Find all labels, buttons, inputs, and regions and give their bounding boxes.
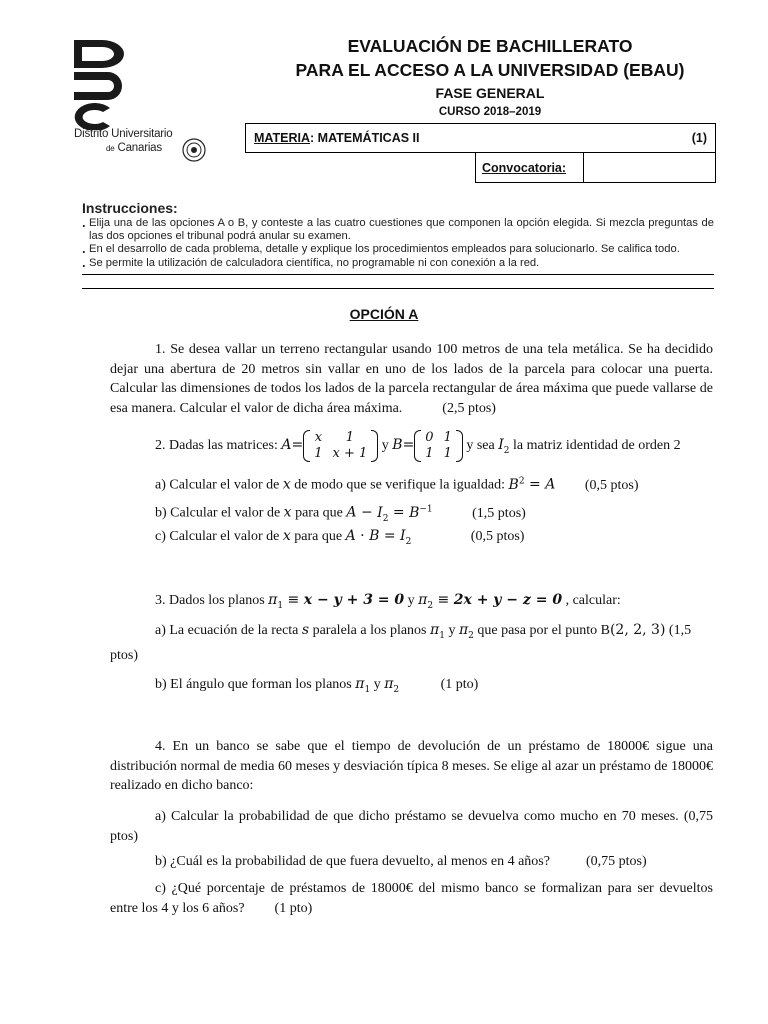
logo-seal-icon — [182, 138, 206, 162]
divider — [82, 274, 714, 275]
exam-course: CURSO 2018–2019 — [438, 106, 542, 118]
convocatoria-box — [475, 152, 716, 183]
problem-4a: a) Calcular la probabilidad de que dicho préstamo se devuelva como mucho en 70 meses. (0,75 ptos) — [110, 809, 713, 844]
problem-4: 4. En un banco se sabe que el tiempo de devolución de un préstamo de 18000€ sigue una distribución normal de media 60 meses y desviación típica 8 meses. Se elige al azar un préstamo de 18000€ realizado en dicho banco: — [110, 739, 713, 794]
problem-3a-points: (1,5 ptos) — [110, 623, 692, 664]
logo-line1: Distrito Universitario — [74, 128, 173, 140]
option-title: OPCIÓN A — [349, 306, 419, 322]
problem-2c: c) Calcular el valor de x para que $A \cdot B = I_2$ (0,5 ptos) — [155, 528, 525, 547]
instruction-item: . En el desarrollo de cada problema, detalle y explique los procedimientos empleados para solucionarlo. Se califica todo. — [82, 241, 680, 257]
logo-line2-prefix: de — [106, 144, 115, 153]
problem-4c: c) ¿Qué porcentaje de préstamos de 18000€ del mismo banco se formalizan para ser devueltos entre los 4 y los 6 años? (1 pto) — [110, 881, 713, 916]
problem-2c-points: (0,5 ptos) — [470, 529, 525, 544]
logo-line2 — [106, 142, 162, 154]
problem-1: 1. Se desea vallar un terreno rectangular usando 100 metros de una tela metálica. Se ha decidido dejar una abertura de 20 metros sin vallar en uno de los lados de la parcela para colocar una puerta. Calcular las dimensiones de todos los lados de la parcela rectangular de área máxima que puede vallarse de esa manera. Calcular el valor de dicha área máxima. (2,5 ptos) — [110, 342, 713, 416]
plane-1-equation: x − y + 3 = 0 — [303, 592, 405, 608]
exam-phase: FASE GENERAL — [435, 85, 545, 101]
problem-2b-points: (1,5 ptos) — [472, 505, 526, 521]
instruction-item: . Elija una de las opciones A o B, y conteste a las cuatro cuestiones que componen la opción elegida. Si mezcla preguntas de las dos opciones el tribunal podrá anular su examen. — [82, 215, 714, 243]
exam-subtitle: PARA EL ACCESO A LA UNIVERSIDAD (EBAU) — [295, 60, 685, 80]
materia-label: MATERIA: MATEMÁTICAS II — [254, 131, 420, 145]
materia-box — [245, 123, 716, 153]
duc-logo-mark — [72, 38, 128, 130]
exam-title: EVALUACIÓN DE BACHILLERATO — [347, 36, 633, 56]
problem-2: 2. Dadas las matrices: A= x 1 1 x + 1 y B= 0 1 1 1 y sea $I_2$ la matriz identidad de orden 2 — [155, 430, 681, 461]
logo-line2-text: Canarias — [117, 142, 162, 154]
problem-3b-points: (1 pto) — [440, 677, 479, 692]
problem-3a: a) La ecuación de la recta s paralela a los planos $\pi_1$ y $\pi_2$ que pasa por el punto B(2, 2, 3) (1,5 ptos) — [110, 622, 692, 664]
problem-4b: b) ¿Cuál es la probabilidad de que fuera devuelto, al menos en 4 años? (0,75 ptos) — [155, 854, 647, 869]
matrix-a: x 1 1 x + 1 — [303, 430, 378, 462]
matrix-b: 0 1 1 1 — [414, 430, 463, 462]
instruction-item: . Se permite la utilización de calculadora científica, no programable ni con conexión a la red. — [82, 254, 540, 270]
divider — [82, 288, 714, 289]
problem-2b: b) Calcular el valor de x para que $A - I_2 = B^{-1}$ (1,5 ptos) — [155, 504, 526, 524]
problem-4c-points: (1 pto) — [274, 900, 313, 916]
problem-4b-points: (0,75 ptos) — [585, 854, 647, 869]
problem-3: 3. Dados los planos $\pi_1 \equiv x - y + 3 = 0$ y $\pi_2 \equiv 2x + y - z = 0$ , calcular: — [155, 592, 621, 611]
problem-4a-points: (0,75 ptos) — [110, 809, 713, 844]
problem-2a-points: (0,5 ptos) — [584, 477, 639, 493]
problem-3b: b) El ángulo que forman los planos $\pi_1$ y $\pi_2$ (1 pto) — [155, 676, 479, 695]
duc-logo — [72, 38, 222, 168]
problem-1-points: (2,5 ptos) — [442, 400, 496, 416]
problem-2a: a) Calcular el valor de x de modo que se verifique la igualdad: $B^2 = A$ (0,5 ptos) — [155, 476, 639, 493]
point-b: (2, 2, 3) — [609, 622, 666, 638]
instructions — [82, 200, 714, 270]
materia-number: (1) — [691, 131, 707, 145]
convocatoria-divider — [583, 153, 584, 182]
plane-2-equation: 2x + y − z = 0 — [453, 592, 563, 608]
convocatoria-label: Convocatoria: — [482, 161, 567, 175]
instructions-title: Instrucciones: — [82, 200, 178, 216]
